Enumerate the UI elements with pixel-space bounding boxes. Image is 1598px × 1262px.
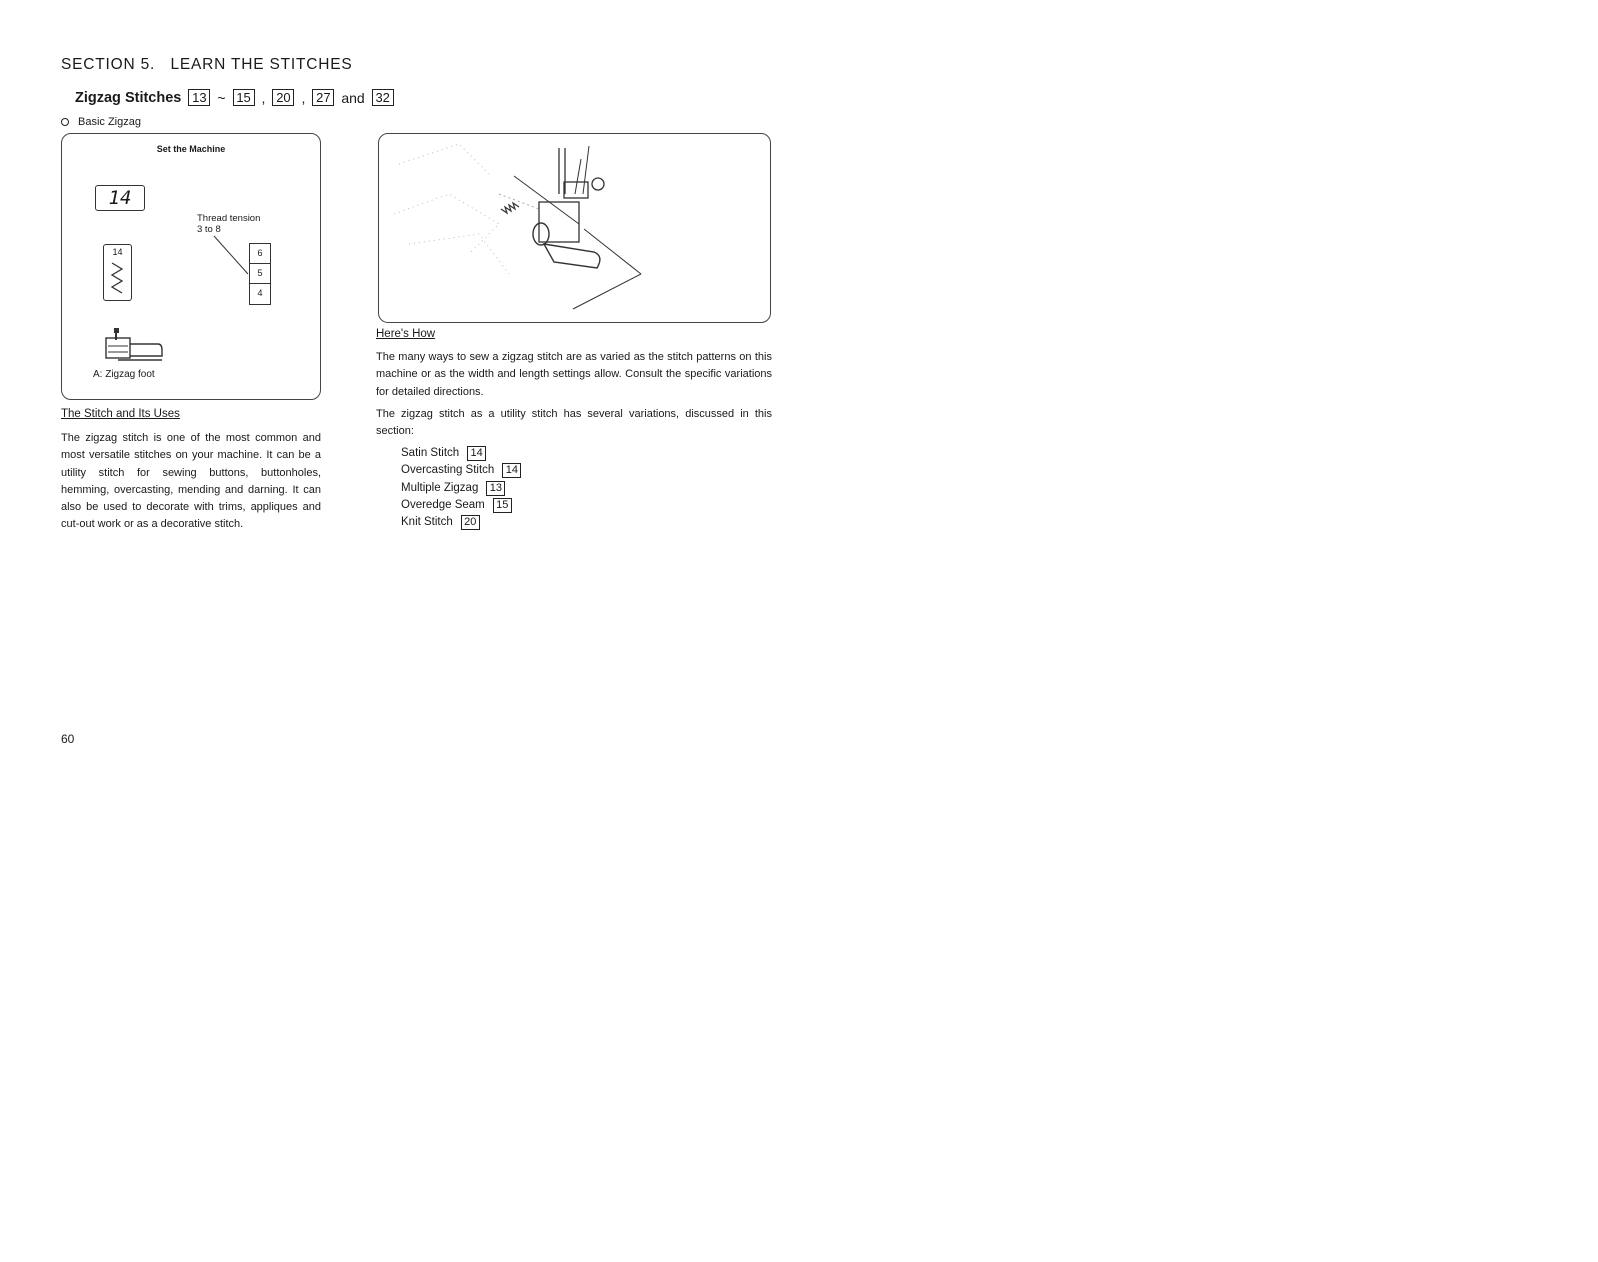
- list-item: [401, 445, 521, 462]
- dial-number: 6: [250, 244, 270, 264]
- heres-how-heading: Here's How: [376, 328, 436, 340]
- stitch-number-badge: 15: [493, 498, 512, 513]
- heading-comma: ,: [301, 89, 306, 106]
- variation-label: Knit Stitch: [401, 516, 453, 529]
- stitch-number-badge: 14: [502, 463, 521, 478]
- zigzag-heading: [75, 89, 394, 106]
- pattern-display: 14: [95, 185, 145, 211]
- stitch-number-badge: 20: [272, 89, 294, 106]
- dial-number: 4: [257, 288, 263, 298]
- thread-tension-text: Thread tension: [197, 213, 261, 224]
- subheading-text: Basic Zigzag: [78, 116, 141, 128]
- zigzag-icon: [110, 261, 124, 295]
- sewing-illustration-panel: [378, 133, 771, 323]
- foot-caption: A: Zigzag foot: [93, 369, 155, 380]
- variation-label: Satin Stitch: [401, 447, 460, 459]
- stitch-uses-heading: The Stitch and Its Uses: [61, 408, 180, 420]
- zigzag-foot-icon: [104, 326, 164, 364]
- stitch-number-badge: 14: [467, 446, 486, 461]
- variation-label: Overcasting Stitch: [401, 464, 495, 477]
- heading-comma: ,: [261, 89, 266, 106]
- bullet-icon: [61, 118, 69, 126]
- dial-number: 5: [250, 264, 270, 284]
- stitch-number-badge: 13: [188, 89, 210, 106]
- set-machine-panel: [61, 133, 321, 400]
- list-item: [401, 480, 521, 497]
- presser-foot-illustration-icon: [379, 134, 772, 324]
- section-title: SECTION 5. LEARN THE STITCHES: [61, 56, 353, 73]
- thread-tension-range: 3 to 8: [197, 224, 221, 235]
- list-item: [401, 462, 521, 479]
- stitch-number-badge: 20: [461, 515, 480, 530]
- heres-how-paragraph: The many ways to sew a zigzag stitch are as varied as the stitch patterns on this machine or as the width and length settings allow. Consult the specific variations for detailed directions.: [376, 351, 772, 398]
- variation-label: Multiple Zigzag: [401, 481, 479, 494]
- stitch-uses-paragraph: The zigzag stitch is one of the most common and most versatile stitches on your machine. It can be a utility stitch for sewing buttons, buttonholes, hemming, overcasting, mending and darning. It can also be used to decorate with trims, appliques and cut-out work or as a decorative stitch.: [61, 432, 321, 531]
- list-item: [401, 514, 521, 531]
- page-number: 60: [61, 732, 75, 746]
- subheading: [61, 116, 141, 128]
- stitch-number-badge: 27: [312, 89, 334, 106]
- stitch-number-badge: 32: [372, 89, 394, 106]
- variation-label: Overedge Seam: [401, 498, 485, 511]
- stitch-number-badge: 15: [233, 89, 255, 106]
- stitch-card-number: 14: [112, 247, 123, 257]
- panel-title: Set the Machine: [156, 144, 226, 154]
- list-item: [401, 497, 521, 514]
- variations-intro: The zigzag stitch as a utility stitch has several variations, discussed in this section:: [376, 408, 772, 438]
- stitch-number-badge: 13: [486, 481, 505, 496]
- stitch-pattern-card: [103, 244, 132, 301]
- thread-tension-label: [197, 213, 260, 235]
- tension-dial: [249, 243, 271, 305]
- variations-list: [401, 445, 521, 531]
- heading-text: Zigzag Stitches: [75, 89, 182, 106]
- heading-and: and: [341, 89, 365, 106]
- pointer-line-icon: [212, 234, 252, 279]
- heading-tilde: ~: [217, 89, 226, 106]
